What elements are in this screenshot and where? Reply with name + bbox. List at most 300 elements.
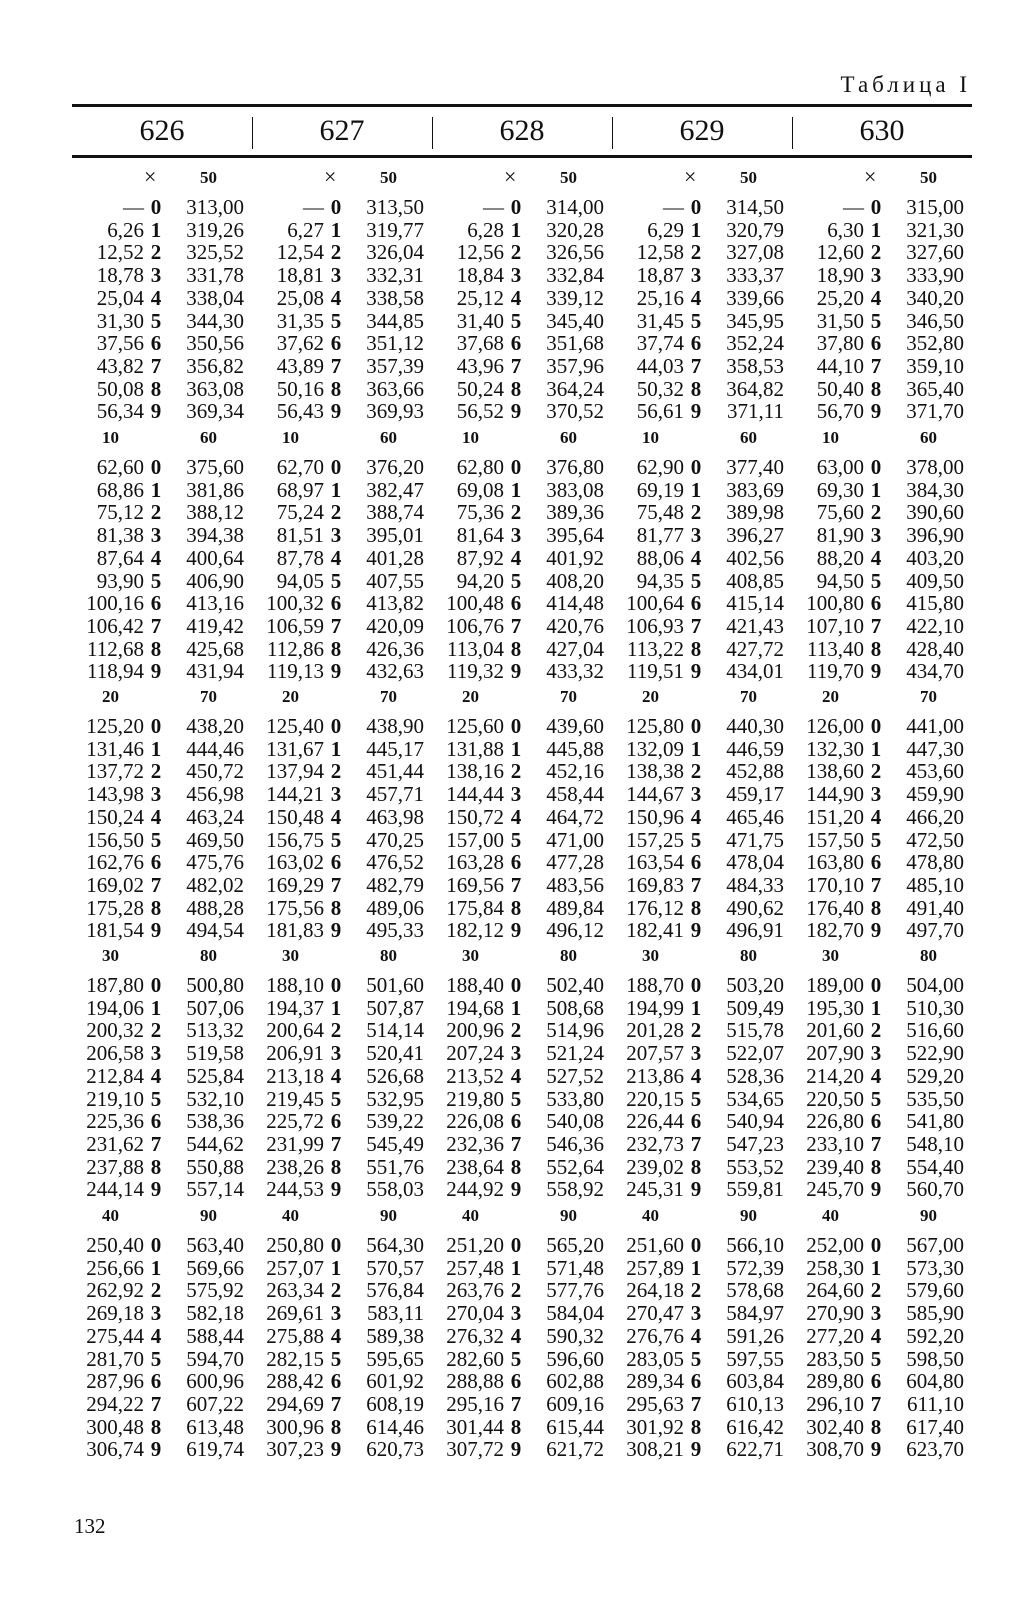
unit-digit: 4 (330, 545, 342, 570)
right-value: 554,40 (906, 1154, 964, 1179)
left-value: 144,67 (626, 782, 684, 807)
right-value: 541,80 (906, 1109, 964, 1134)
left-value: 138,38 (626, 759, 684, 784)
table-row (72, 806, 972, 829)
left-value: 88,06 (636, 545, 684, 570)
unit-digit: 6 (870, 850, 882, 875)
right-value: 376,20 (366, 455, 424, 479)
unit-digit: 9 (150, 399, 162, 424)
right-value: 592,20 (906, 1323, 964, 1348)
unit-digit: 6 (330, 850, 342, 875)
right-value: 476,52 (366, 850, 424, 875)
section-left-label: 40 (102, 1206, 119, 1225)
left-value: 206,91 (266, 1041, 324, 1066)
unit-digit: 2 (330, 759, 342, 784)
left-value: 150,96 (626, 804, 684, 829)
left-value: 264,18 (626, 1278, 684, 1303)
right-value: 553,52 (726, 1154, 784, 1179)
left-value: 244,14 (86, 1177, 144, 1202)
right-value: 584,97 (726, 1301, 784, 1326)
unit-digit: 3 (690, 263, 702, 288)
right-value: 408,85 (726, 568, 784, 593)
unit-digit: 3 (870, 1041, 882, 1066)
left-value: 257,89 (626, 1255, 684, 1280)
left-value: 206,58 (86, 1041, 144, 1066)
left-value: 270,04 (446, 1301, 504, 1326)
left-value: — (303, 195, 324, 219)
right-value: 509,49 (726, 995, 784, 1020)
right-value: 459,17 (726, 782, 784, 807)
unit-digit: 1 (690, 477, 702, 502)
left-value: 213,52 (446, 1063, 504, 1088)
unit-digit: 4 (510, 804, 522, 829)
left-value: 56,70 (816, 399, 864, 424)
right-value: 422,10 (906, 613, 964, 638)
table-row (72, 874, 972, 897)
left-value: 231,62 (86, 1131, 144, 1156)
unit-digit: 6 (690, 1109, 702, 1134)
left-value: 213,86 (626, 1063, 684, 1088)
unit-digit: 7 (870, 1391, 882, 1416)
unit-digit: 6 (690, 331, 702, 356)
left-value: 181,83 (266, 918, 324, 943)
unit-digit: 6 (150, 850, 162, 875)
left-value: 12,58 (636, 240, 684, 265)
right-value: 389,98 (726, 500, 784, 525)
right-value: 616,42 (726, 1414, 784, 1439)
unit-digit: 8 (510, 1154, 522, 1179)
unit-digit: 2 (690, 500, 702, 525)
right-value: 421,43 (726, 613, 784, 638)
unit-digit: 8 (690, 1154, 702, 1179)
table-row (72, 196, 972, 219)
right-value: 478,04 (726, 850, 784, 875)
unit-digit: 5 (510, 1346, 522, 1371)
right-value: 516,60 (906, 1018, 964, 1043)
right-value: 339,12 (546, 285, 604, 310)
unit-digit: 8 (510, 636, 522, 661)
left-value: 81,38 (96, 523, 144, 548)
table-title: Таблица I (840, 72, 971, 97)
right-value: 508,68 (546, 995, 604, 1020)
left-value: 62,60 (96, 455, 144, 479)
right-value: 395,64 (546, 523, 604, 548)
left-value: 131,67 (266, 736, 324, 761)
left-value: 75,24 (276, 500, 324, 525)
left-value: 138,60 (806, 759, 864, 784)
left-value: 251,20 (446, 1233, 504, 1257)
unit-digit: 0 (510, 1233, 522, 1257)
section-left-label: 30 (642, 946, 659, 965)
left-value: 106,59 (266, 613, 324, 638)
unit-digit: 3 (690, 782, 702, 807)
unit-digit: 4 (150, 804, 162, 829)
left-value: 87,64 (96, 545, 144, 570)
section-right-label: 70 (920, 687, 937, 706)
left-value: 295,63 (626, 1391, 684, 1416)
unit-digit: 3 (690, 1301, 702, 1326)
table-row (72, 760, 972, 783)
unit-digit: 1 (690, 995, 702, 1020)
left-value: 81,64 (456, 523, 504, 548)
table-row (72, 400, 972, 423)
left-value: 43,89 (276, 353, 324, 378)
right-value: 384,30 (906, 477, 964, 502)
unit-digit: 2 (690, 1278, 702, 1303)
right-value: 452,88 (726, 759, 784, 784)
right-value: 325,52 (186, 240, 244, 265)
right-value: 370,52 (546, 399, 604, 424)
left-value: 182,12 (446, 918, 504, 943)
unit-digit: 5 (150, 1346, 162, 1371)
unit-digit: 2 (150, 500, 162, 525)
right-value: 565,20 (546, 1233, 604, 1257)
left-value: 308,21 (626, 1437, 684, 1462)
left-value: 107,10 (806, 613, 864, 638)
right-value: 500,80 (186, 973, 244, 997)
section-right-label: 50 (200, 168, 217, 187)
column-header-628: 628 (499, 114, 545, 147)
right-value: 313,50 (366, 195, 424, 219)
unit-digit: 3 (510, 523, 522, 548)
section-left-label: 40 (462, 1206, 479, 1225)
unit-digit: 9 (330, 1437, 342, 1462)
right-value: 453,60 (906, 759, 964, 784)
column-header-627: 627 (319, 114, 365, 147)
right-value: 458,44 (546, 782, 604, 807)
left-value: 18,90 (816, 263, 864, 288)
right-value: 319,26 (186, 217, 244, 242)
right-value: 510,30 (906, 995, 964, 1020)
right-value: 320,28 (546, 217, 604, 242)
right-value: 525,84 (186, 1063, 244, 1088)
left-value: 207,24 (446, 1041, 504, 1066)
unit-digit: 5 (690, 568, 702, 593)
left-value: 100,16 (86, 591, 144, 616)
right-value: 356,82 (186, 353, 244, 378)
unit-digit: 7 (330, 1131, 342, 1156)
unit-digit: 0 (330, 455, 342, 479)
right-value: 591,26 (726, 1323, 784, 1348)
right-value: 613,48 (186, 1414, 244, 1439)
left-value: 88,20 (816, 545, 864, 570)
left-value: 150,72 (446, 804, 504, 829)
unit-digit: 8 (690, 636, 702, 661)
section-right-label: 90 (740, 1206, 757, 1225)
right-value: 623,70 (906, 1437, 964, 1462)
right-value: 315,00 (906, 195, 964, 219)
right-value: 600,96 (186, 1369, 244, 1394)
right-value: 382,47 (366, 477, 424, 502)
section-right-label: 80 (740, 946, 757, 965)
unit-digit: 1 (330, 736, 342, 761)
right-value: 378,00 (906, 455, 964, 479)
left-value: 75,48 (636, 500, 684, 525)
left-value: 301,44 (446, 1414, 504, 1439)
right-value: 544,62 (186, 1131, 244, 1156)
right-value: 560,70 (906, 1177, 964, 1202)
unit-digit: 8 (330, 376, 342, 401)
right-value: 578,68 (726, 1278, 784, 1303)
left-value: 275,44 (86, 1323, 144, 1348)
right-value: 377,40 (726, 455, 784, 479)
table-row (72, 1133, 972, 1156)
right-value: 572,39 (726, 1255, 784, 1280)
unit-digit: 0 (510, 455, 522, 479)
section-left-label: 10 (282, 428, 299, 447)
right-value: 570,57 (366, 1255, 424, 1280)
left-value: 18,87 (636, 263, 684, 288)
right-value: 488,28 (186, 895, 244, 920)
table-row (72, 264, 972, 287)
right-value: 420,09 (366, 613, 424, 638)
right-value: 497,70 (906, 918, 964, 943)
left-value: 169,56 (446, 872, 504, 897)
left-value: 113,04 (447, 636, 504, 661)
table-row (72, 1370, 972, 1393)
right-value: 369,93 (366, 399, 424, 424)
left-value: 43,82 (96, 353, 144, 378)
unit-digit: 1 (330, 1255, 342, 1280)
unit-digit: 0 (690, 714, 702, 738)
unit-digit: 2 (150, 759, 162, 784)
left-value: 296,10 (806, 1391, 864, 1416)
right-value: 357,39 (366, 353, 424, 378)
unit-digit: 8 (690, 895, 702, 920)
right-value: 415,14 (726, 591, 784, 616)
unit-digit: 5 (330, 827, 342, 852)
left-value: 37,68 (456, 331, 504, 356)
unit-digit: 5 (330, 568, 342, 593)
unit-digit: 7 (690, 613, 702, 638)
left-value: 207,90 (806, 1041, 864, 1066)
right-value: 445,17 (366, 736, 424, 761)
right-value: 558,92 (546, 1177, 604, 1202)
left-value: 150,24 (86, 804, 144, 829)
unit-digit: 7 (330, 613, 342, 638)
left-value: 288,88 (446, 1369, 504, 1394)
unit-digit: 0 (690, 973, 702, 997)
left-value: 132,09 (626, 736, 684, 761)
unit-digit: 1 (510, 1255, 522, 1280)
right-value: 526,68 (366, 1063, 424, 1088)
left-value: — (123, 195, 144, 219)
right-value: 326,56 (546, 240, 604, 265)
right-value: 332,84 (546, 263, 604, 288)
left-value: 275,88 (266, 1323, 324, 1348)
left-value: 119,51 (627, 659, 684, 684)
table-row (72, 1156, 972, 1179)
right-value: 441,00 (906, 714, 964, 738)
right-value: 522,90 (906, 1041, 964, 1066)
left-value: 219,45 (266, 1086, 324, 1111)
left-value: 100,48 (446, 591, 504, 616)
right-value: 507,87 (366, 995, 424, 1020)
right-value: 375,60 (186, 455, 244, 479)
right-value: 569,66 (186, 1255, 244, 1280)
unit-digit: 2 (870, 240, 882, 265)
left-value: 289,80 (806, 1369, 864, 1394)
left-value: 301,92 (626, 1414, 684, 1439)
right-value: 611,10 (907, 1391, 964, 1416)
table-row (72, 456, 972, 479)
table-row (72, 974, 972, 997)
right-value: 406,90 (186, 568, 244, 593)
right-value: 477,28 (546, 850, 604, 875)
unit-digit: 0 (150, 973, 162, 997)
right-value: 339,66 (726, 285, 784, 310)
unit-digit: 6 (510, 331, 522, 356)
left-value: 200,64 (266, 1018, 324, 1043)
right-value: 546,36 (546, 1131, 604, 1156)
unit-digit: 9 (690, 1437, 702, 1462)
left-value: 194,99 (626, 995, 684, 1020)
left-value: 175,84 (446, 895, 504, 920)
left-value: 87,92 (456, 545, 504, 570)
unit-digit: 1 (330, 477, 342, 502)
right-value: 352,24 (726, 331, 784, 356)
section-left-label: 10 (822, 428, 839, 447)
left-value: 250,80 (266, 1233, 324, 1257)
table-row (72, 219, 972, 242)
right-value: 369,34 (186, 399, 244, 424)
unit-digit: 5 (510, 1086, 522, 1111)
table-row (72, 1302, 972, 1325)
left-value: 214,20 (806, 1063, 864, 1088)
right-value: 582,18 (186, 1301, 244, 1326)
right-value: 446,59 (726, 736, 784, 761)
left-value: 75,12 (96, 500, 144, 525)
right-value: 408,20 (546, 568, 604, 593)
left-value: 25,04 (96, 285, 144, 310)
unit-digit: 0 (150, 195, 162, 219)
left-value: 257,48 (446, 1255, 504, 1280)
unit-digit: 5 (870, 1346, 882, 1371)
table-section (72, 687, 972, 943)
right-value: 610,13 (726, 1391, 784, 1416)
left-value: 270,47 (626, 1301, 684, 1326)
right-value: 431,94 (186, 659, 244, 684)
right-value: 352,80 (906, 331, 964, 356)
left-value: 125,40 (266, 714, 324, 738)
unit-digit: 2 (150, 1018, 162, 1043)
left-value: 244,92 (446, 1177, 504, 1202)
left-value: 157,00 (446, 827, 504, 852)
section-left-label: 10 (102, 428, 119, 447)
unit-digit: 4 (690, 1323, 702, 1348)
right-value: 358,53 (726, 353, 784, 378)
section-right-label: 50 (560, 168, 577, 187)
left-value: 306,74 (86, 1437, 144, 1462)
unit-digit: 4 (510, 545, 522, 570)
table-row (72, 851, 972, 874)
left-value: 237,88 (86, 1154, 144, 1179)
times-sign: × (864, 164, 877, 189)
right-value: 540,08 (546, 1109, 604, 1134)
table-row (72, 355, 972, 378)
right-value: 507,06 (186, 995, 244, 1020)
right-value: 351,68 (546, 331, 604, 356)
times-sign: × (684, 164, 697, 189)
right-value: 548,10 (906, 1131, 964, 1156)
left-value: 232,73 (626, 1131, 684, 1156)
right-value: 327,08 (726, 240, 784, 265)
right-value: 364,24 (546, 376, 604, 401)
left-value: — (843, 195, 864, 219)
right-value: 365,40 (906, 376, 964, 401)
left-value: 81,90 (816, 523, 864, 548)
right-value: 557,14 (186, 1177, 244, 1202)
left-value: 37,62 (276, 331, 324, 356)
unit-digit: 3 (690, 523, 702, 548)
unit-digit: 3 (330, 782, 342, 807)
right-value: 540,94 (726, 1109, 784, 1134)
right-value: 313,00 (186, 195, 244, 219)
unit-digit: 7 (510, 613, 522, 638)
right-value: 533,80 (546, 1086, 604, 1111)
unit-digit: 2 (510, 1278, 522, 1303)
left-value: 212,84 (86, 1063, 144, 1088)
unit-digit: 4 (510, 1063, 522, 1088)
right-value: 371,70 (906, 399, 964, 424)
unit-digit: 2 (870, 1278, 882, 1303)
unit-digit: 9 (690, 659, 702, 684)
table-row (72, 1325, 972, 1348)
right-value: 575,92 (186, 1278, 244, 1303)
unit-digit: 2 (870, 759, 882, 784)
section-right-label: 70 (560, 687, 577, 706)
left-value: 156,50 (86, 827, 144, 852)
left-value: 6,27 (287, 217, 324, 242)
unit-digit: 3 (330, 1301, 342, 1326)
table-row (72, 1438, 972, 1461)
right-value: 529,20 (906, 1063, 964, 1088)
right-value: 390,60 (906, 500, 964, 525)
unit-digit: 3 (870, 263, 882, 288)
right-value: 394,38 (186, 523, 244, 548)
unit-digit: 2 (690, 759, 702, 784)
unit-digit: 9 (510, 399, 522, 424)
unit-digit: 1 (150, 1255, 162, 1280)
column-header-626: 626 (139, 114, 185, 147)
unit-digit: 5 (330, 1086, 342, 1111)
right-value: 400,64 (186, 545, 244, 570)
unit-digit: 4 (330, 285, 342, 310)
right-value: 502,40 (546, 973, 604, 997)
left-value: 226,80 (806, 1109, 864, 1134)
right-value: 513,32 (186, 1018, 244, 1043)
left-value: 44,10 (816, 353, 864, 378)
left-value: 119,13 (267, 659, 324, 684)
left-value: 62,80 (456, 455, 504, 479)
left-value: 182,41 (626, 918, 684, 943)
table-row (72, 1279, 972, 1302)
right-value: 475,76 (186, 850, 244, 875)
unit-digit: 1 (870, 995, 882, 1020)
left-value: 163,02 (266, 850, 324, 875)
unit-digit: 8 (150, 636, 162, 661)
left-value: 56,43 (276, 399, 324, 424)
unit-digit: 7 (510, 1131, 522, 1156)
left-value: 50,16 (276, 376, 324, 401)
section-right-label: 60 (200, 428, 217, 447)
unit-digit: 9 (330, 1177, 342, 1202)
unit-digit: 0 (150, 455, 162, 479)
right-value: 515,78 (726, 1018, 784, 1043)
unit-digit: 0 (330, 1233, 342, 1257)
right-value: 432,63 (366, 659, 424, 684)
left-value: 25,20 (816, 285, 864, 310)
